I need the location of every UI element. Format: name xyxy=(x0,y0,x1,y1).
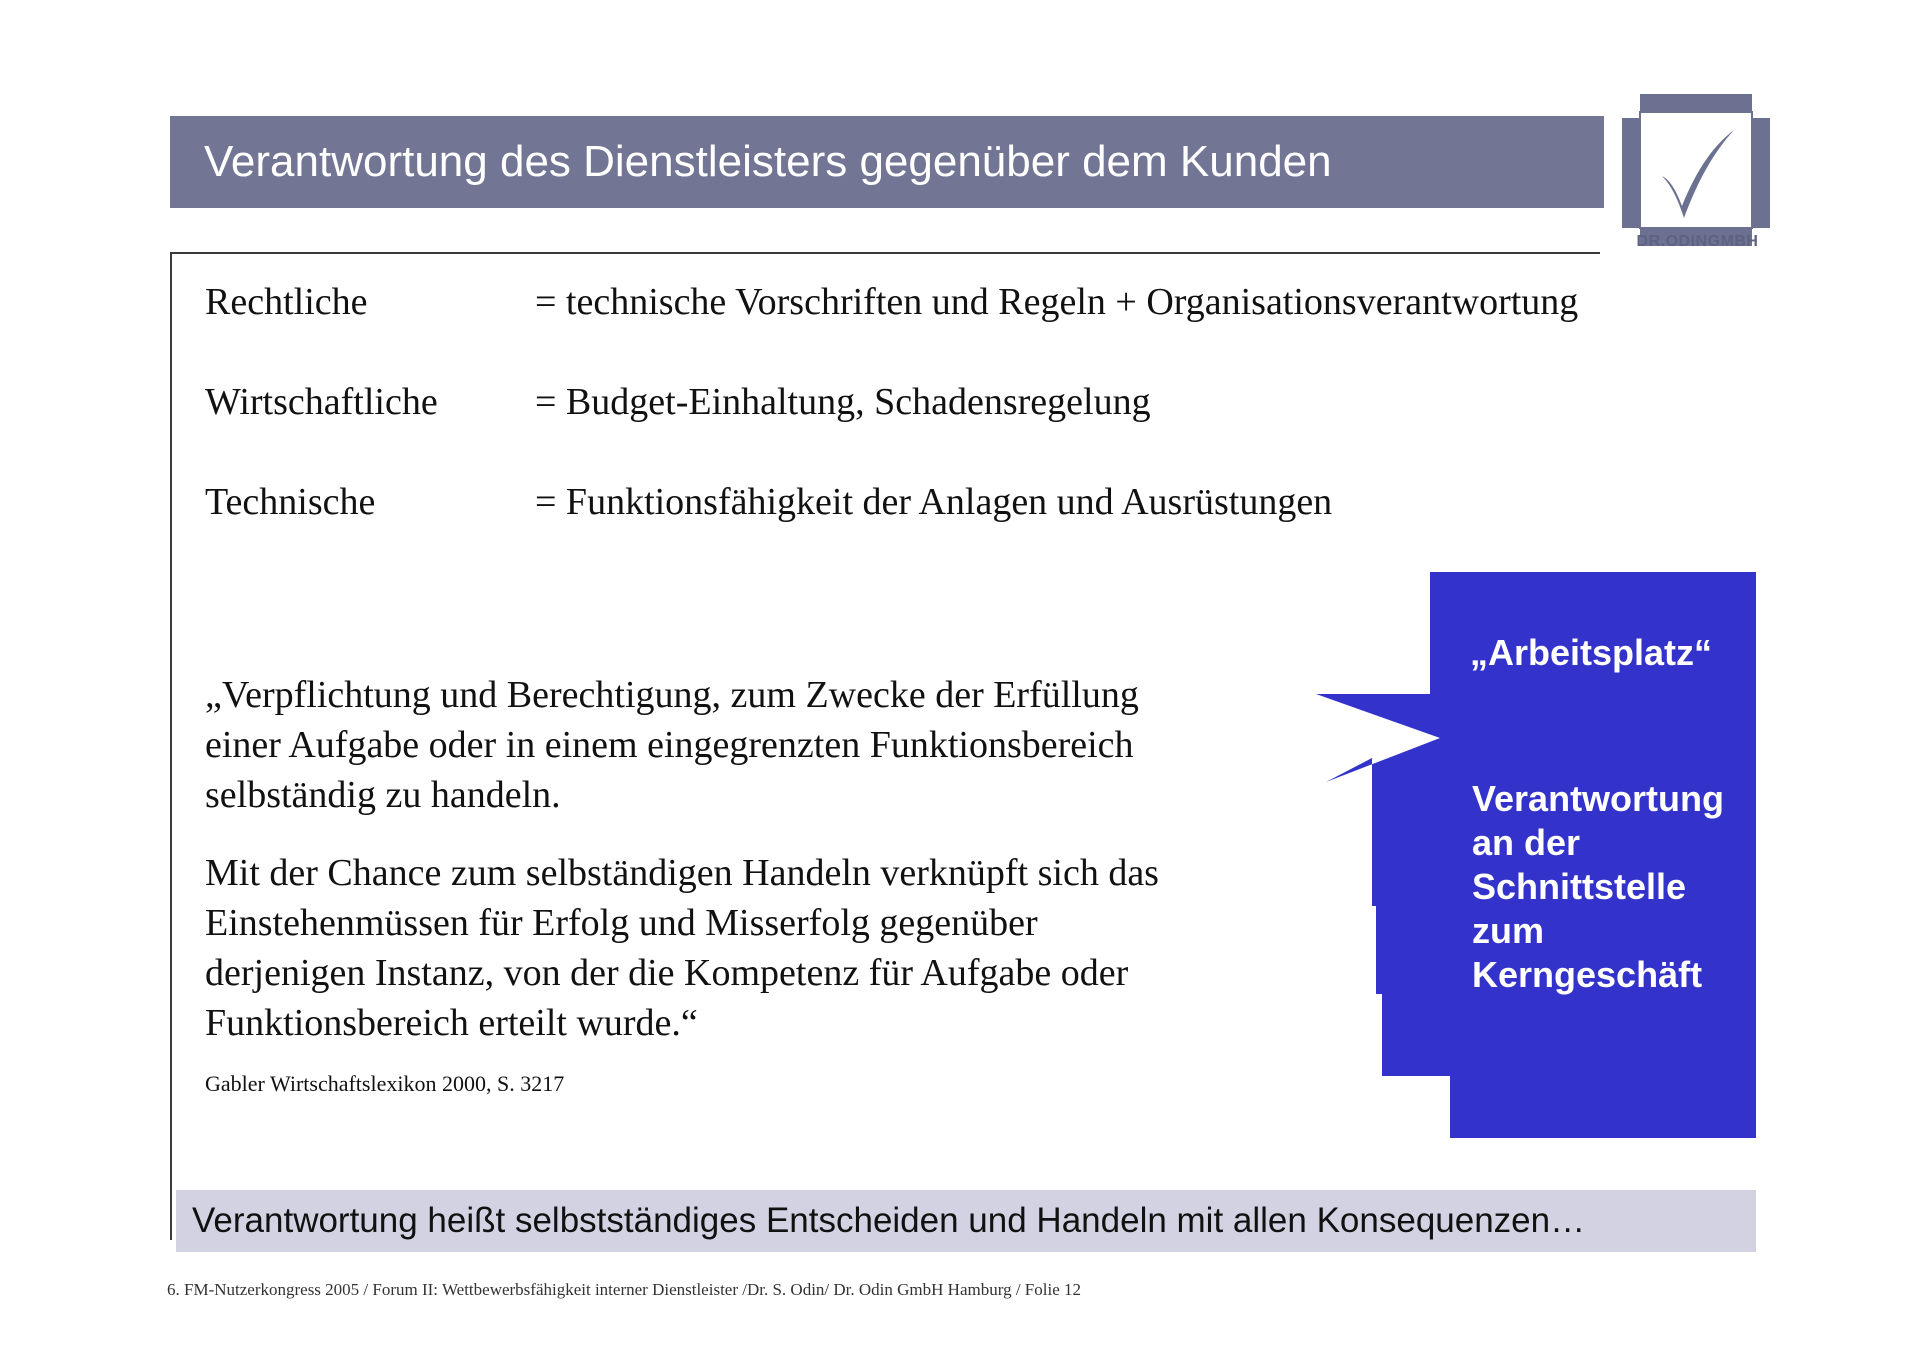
quote-line: Mit der Chance zum selbständigen Handeln verknüpft sich das xyxy=(205,852,1159,894)
header-divider xyxy=(170,252,1600,254)
quote-line: selbständig zu handeln. xyxy=(205,774,561,816)
callout-line: Schnittstelle xyxy=(1472,866,1687,907)
summary-text: Verantwortung heißt selbstständiges Entscheiden und Handeln mit allen Konsequenzen… xyxy=(192,1201,1586,1240)
callout-line: an der xyxy=(1472,822,1581,863)
logo-text: DR.ODINGMBH xyxy=(1636,233,1759,250)
quote-paragraph-1 xyxy=(205,670,1139,820)
definition-description: = Budget-Einhaltung, Schadensregelung xyxy=(535,381,1151,423)
slide-title: Verantwortung des Dienstleisters gegenüber dem Kunden xyxy=(204,137,1332,186)
definition-description: = technische Vorschriften und Regeln + Organisationsverantwortung xyxy=(535,281,1579,323)
title-bar xyxy=(170,116,1604,208)
quote-line: derjenigen Instanz, von der die Kompetenz für Aufgabe oder xyxy=(205,952,1129,994)
callout-line: zum xyxy=(1472,910,1544,951)
footer-text: 6. FM-Nutzerkongress 2005 / Forum II: Wettbewerbsfähigkeit interner Dienstleister /Dr. S. Odin/ Dr. Odin GmbH Hamburg / Folie 12 xyxy=(167,1280,1081,1299)
callout-title: „Arbeitsplatz“ xyxy=(1470,632,1713,673)
summary-bar xyxy=(176,1190,1756,1252)
definition-term: Rechtliche xyxy=(205,281,368,323)
left-border xyxy=(170,252,172,1240)
definition-term: Wirtschaftliche xyxy=(205,381,438,423)
callout-line: Kerngeschäft xyxy=(1472,954,1703,995)
quote-line: Funktionsbereich erteilt wurde.“ xyxy=(205,1002,698,1044)
quote-line: Einstehenmüssen für Erfolg und Misserfolg gegenüber xyxy=(205,902,1038,944)
quote-source: Gabler Wirtschaftslexikon 2000, S. 3217 xyxy=(205,1071,565,1096)
quote-line: einer Aufgabe oder in einem eingegrenzten Funktionsbereich xyxy=(205,724,1134,766)
quote-line: „Verpflichtung und Berechtigung, zum Zwecke der Erfüllung xyxy=(205,674,1139,716)
callout-line: Verantwortung xyxy=(1472,778,1725,819)
definition-description: = Funktionsfähigkeit der Anlagen und Ausrüstungen xyxy=(535,481,1333,523)
definition-term: Technische xyxy=(205,481,376,523)
quote-paragraph-2 xyxy=(205,848,1159,1048)
